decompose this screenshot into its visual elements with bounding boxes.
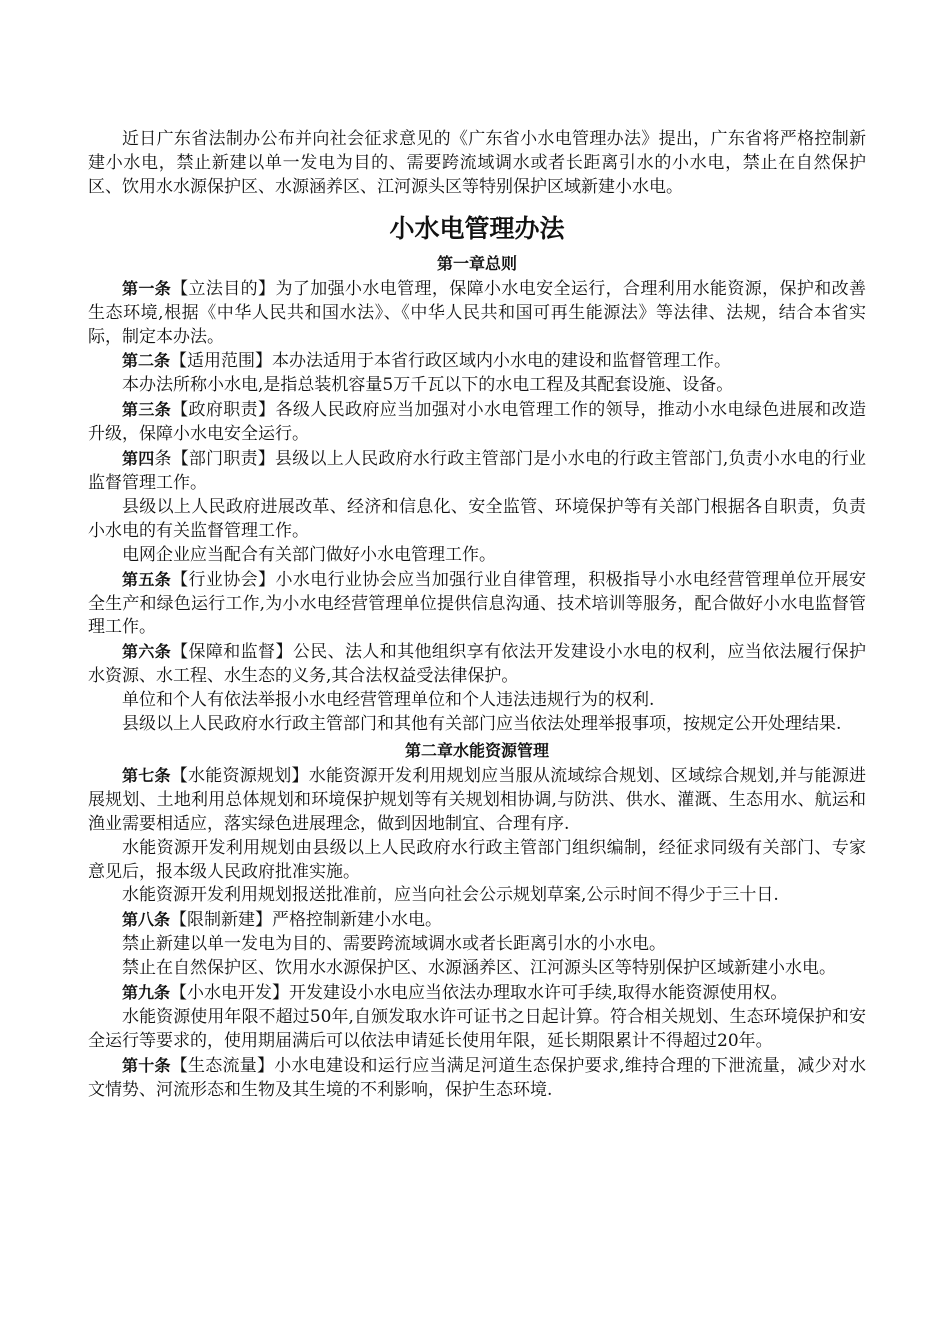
article-8-paragraph-2: 禁止新建以单一发电为目的、需要跨流域调水或者长距离引水的小水电。 [122,934,666,955]
article-1-text: 【立法目的】为了加强小水电管理，保障小水电安全运行，合理利用水能资源，保护和改善生态环境,根据《中华人民共和国水法》、《中华人民共和国可再生能源法》等法律、法规，结合本省实际，制定本办法。 [88,278,866,347]
article-5-label: 第五条 [122,569,172,589]
article-7 [88,764,866,837]
article-9-label: 第九条 [122,983,171,1003]
intro-paragraph: 近日广东省法制办公布并向社会征求意见的《广东省小水电管理办法》提出，广东省将严格控制新建小水电，禁止新建以单一发电为目的、需要跨流域调水或者长距离引水的小水电，禁止在自然保护区、饮用水水源保护区、水源涵养区、江河源头区等特别保护区域新建小水电。 [88,129,866,197]
document-page [88,128,866,1103]
chapter-1-heading: 第一章总则 [436,253,517,273]
article-4-label: 第四 [122,449,155,469]
article-4-paragraph-3: 电网企业应当配合有关部门做好小水电管理工作。 [122,544,496,565]
article-6-paragraph-3: 县级以上人民政府水行政主管部门和其他有关部门应当依法处理举报事项，按规定公开处理结果. [122,714,842,735]
article-9-text: 【小水电开发】开发建设小水电应当依法办理取水许可手续,取得水能资源使用权。 [170,983,788,1004]
article-7-paragraph-3: 水能资源开发利用规划报送批准前，应当向社会公示规划草案,公示时间不得少于三十日. [122,885,779,906]
article-3-label: 第三条 [122,400,172,420]
article-2-paragraph-2: 本办法所称小水电,是指总装机容量5万千瓦以下的水电工程及其配套设施、设备。 [122,375,734,396]
article-2-text: 【适用范围】本办法适用于本省行政区域内小水电的建设和监督管理工作。 [170,351,732,372]
article-9-paragraph-2: 水能资源使用年限不超过50年,自颁发取水许可证书之日起计算。符合相关规划、生态环境保护和安全运行等要求的，使用期届满后可以依法申请延长使用年限，延长期限累计不得超过20年。 [88,1007,866,1051]
article-4-label-rest: 条 [154,449,172,470]
article-5 [88,568,866,641]
article-3-text: 【政府职责】各级人民政府应当加强对小水电管理工作的领导，推动小水电绿色进展和改造升级，保障小水电安全运行。 [88,400,866,445]
article-4-text: 【部门职责】县级以上人民政府水行政主管部门是小水电的行政主管部门,负责小水电的行业监督管理工作。 [88,449,866,493]
article-8-label: 第八条 [122,910,171,930]
article-4 [88,447,866,496]
document-title: 小水电管理办法 [389,213,565,243]
article-4-paragraph-2: 县级以上人民政府进展改革、经济和信息化、安全监管、环境保护等有关部门根据各自职责，负责小水电的有关监督管理工作。 [88,496,866,541]
article-10-text: 【生态流量】小水电建设和运行应当满足河道生态保护要求,维持合理的下泄流量，减少对水文情势、河流形态和生物及其生境的不利影响，保护生态环境. [88,1055,866,1100]
article-6 [88,640,866,689]
article-8 [88,908,866,933]
article-9 [88,981,866,1006]
article-2-label: 第二条 [122,351,171,371]
article-1 [88,277,866,350]
article-10-label: 第十条 [122,1055,171,1075]
article-5-text: 【行业协会】小水电行业协会应当加强行业自律管理，积极指导小水电经营管理单位开展安全生产和绿色运行工作,为小水电经营管理单位提供信息沟通、技术培训等服务，配合做好小水电监督管理工作。 [88,569,866,638]
article-7-label: 第七条 [122,765,171,785]
article-2 [88,349,866,374]
article-7-paragraph-2: 水能资源开发利用规划由县级以上人民政府水行政主管部门组织编制，经征求同级有关部门、专家意见后，报本级人民政府批准实施。 [88,837,866,882]
article-6-paragraph-2: 单位和个人有依法举报小水电经营管理单位和个人违法违规行为的权利. [122,690,655,711]
article-1-label: 第一条 [122,278,172,298]
article-7-text: 【水能资源规划】水能资源开发利用规划应当服从流域综合规划、区域综合规划,并与能源进展规划、土地利用总体规划和环境保护规划等有关规划相协调,与防洪、供水、灌溉、生态用水、航运和渔业需要相适应，落实绿色进展理念，做到因地制宜、合理有序. [88,765,866,834]
article-8-text: 【限制新建】严格控制新建小水电。 [170,910,443,931]
chapter-2-heading: 第二章水能资源管理 [404,740,549,760]
article-6-text: 【保障和监督】公民、法人和其他组织享有依法开发建设小水电的权利，应当依法履行保护水资源、水工程、水生态的义务,其合法权益受法律保护。 [88,642,866,687]
article-10 [88,1054,866,1103]
article-6-label: 第六条 [122,642,172,662]
article-8-paragraph-3: 禁止在自然保护区、饮用水水源保护区、水源涵养区、江河源头区等特别保护区域新建小水电。 [122,958,836,979]
article-3 [88,398,866,447]
